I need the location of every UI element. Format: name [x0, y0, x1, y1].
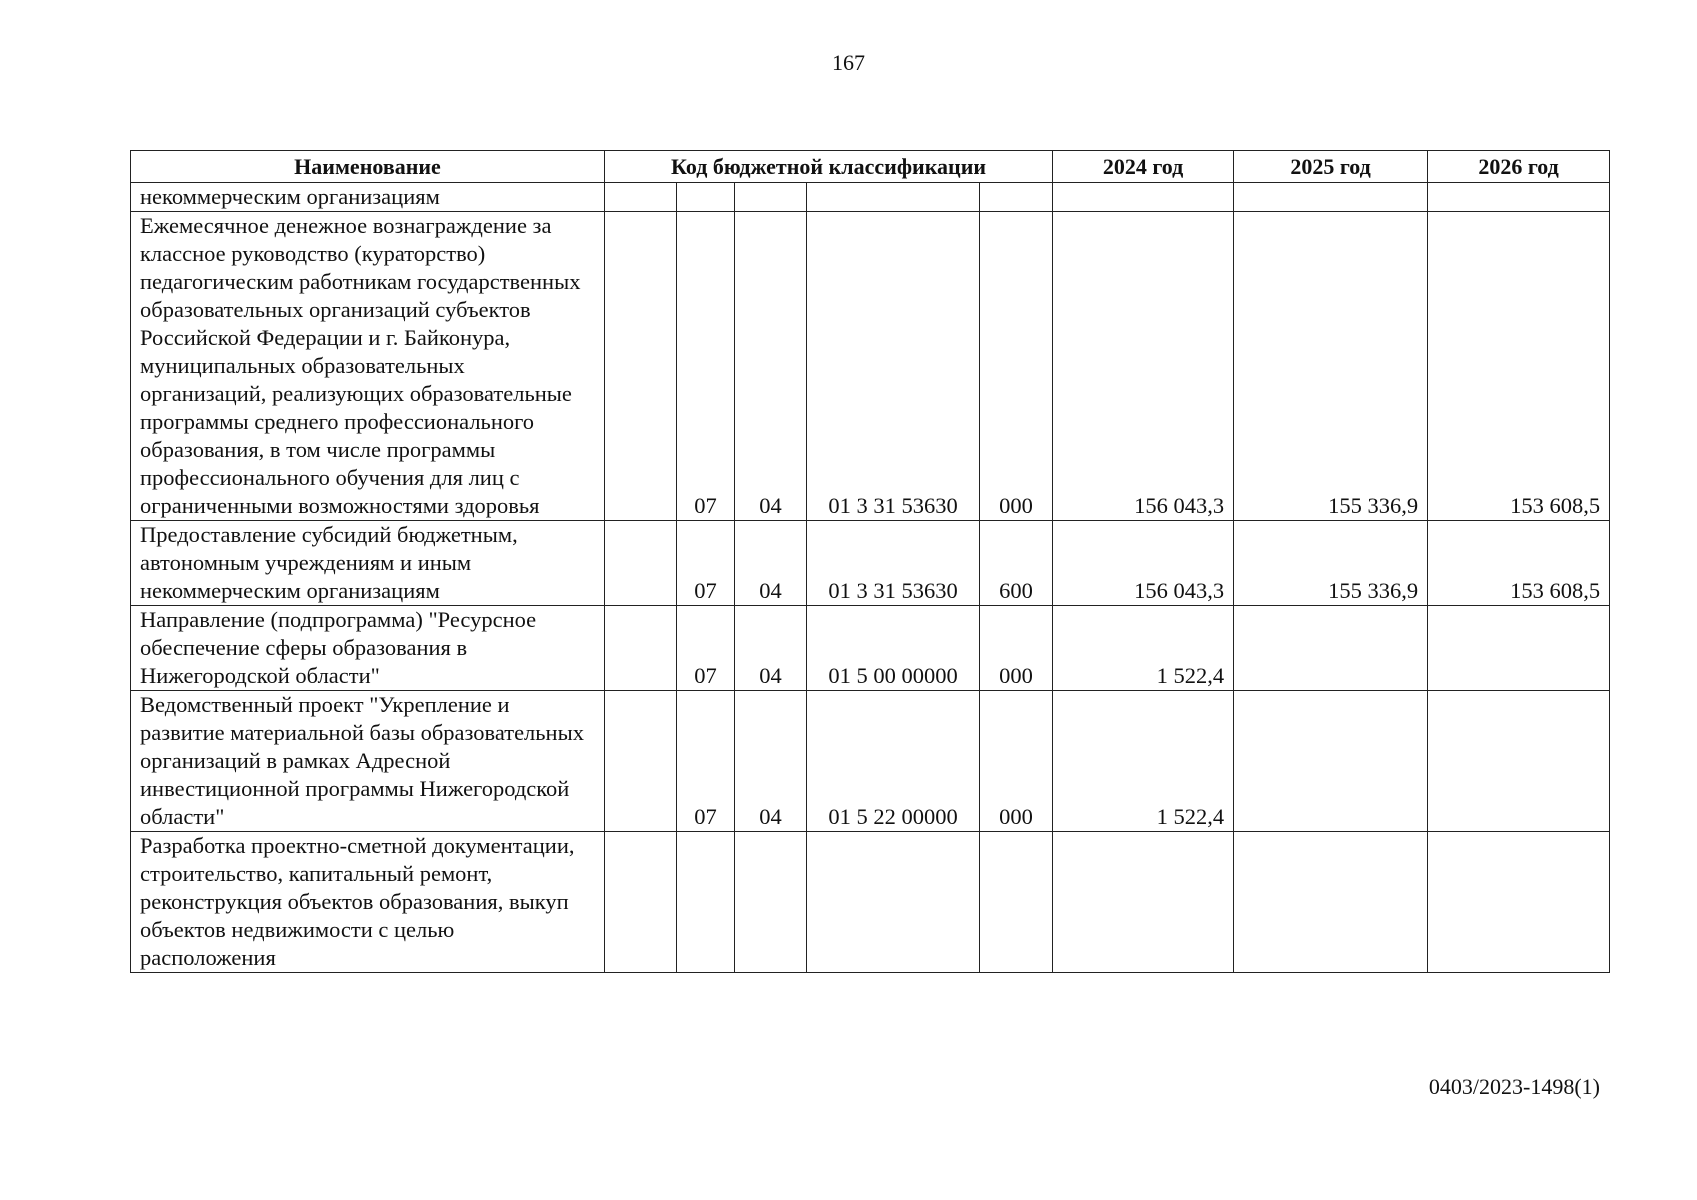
row-value-2024: 1 522,4	[1053, 606, 1234, 691]
row-code-subsection: 04	[735, 212, 807, 521]
row-code-section: 07	[677, 212, 735, 521]
row-code-target: 01 5 22 00000	[807, 691, 980, 832]
row-code-1	[605, 691, 677, 832]
row-code-target	[807, 183, 980, 212]
row-code-section	[677, 832, 735, 973]
row-code-expense	[980, 832, 1053, 973]
row-value-2026	[1428, 832, 1610, 973]
row-name: Разработка проектно-сметной документации, строительство, капитальный ремонт, реконструкция объектов образования, выкуп объектов недвижимости с целью расположения	[131, 832, 605, 973]
row-code-1	[605, 832, 677, 973]
row-code-expense: 000	[980, 606, 1053, 691]
row-value-2026	[1428, 691, 1610, 832]
row-value-2024: 156 043,3	[1053, 212, 1234, 521]
row-value-2024: 156 043,3	[1053, 521, 1234, 606]
header-2026: 2026 год	[1428, 151, 1610, 183]
table-header-row	[131, 151, 1610, 183]
row-value-2026: 153 608,5	[1428, 212, 1610, 521]
row-code-subsection	[735, 832, 807, 973]
row-code-1	[605, 183, 677, 212]
row-code-expense: 000	[980, 212, 1053, 521]
page-number: 167	[832, 50, 865, 75]
row-value-2024	[1053, 832, 1234, 973]
row-code-subsection: 04	[735, 521, 807, 606]
row-value-2024	[1053, 183, 1234, 212]
header-code: Код бюджетной классификации	[605, 151, 1053, 183]
row-code-section: 07	[677, 521, 735, 606]
row-value-2025	[1234, 606, 1428, 691]
row-code-target: 01 3 31 53630	[807, 212, 980, 521]
document-reference-number: 0403/2023-1498(1)	[1428, 1074, 1600, 1099]
table-row	[131, 212, 1610, 521]
row-value-2024: 1 522,4	[1053, 691, 1234, 832]
row-code-target	[807, 832, 980, 973]
budget-table	[130, 150, 1610, 973]
row-name: некоммерческим организациям	[131, 183, 605, 212]
table-row	[131, 521, 1610, 606]
table-row	[131, 606, 1610, 691]
row-code-expense	[980, 183, 1053, 212]
header-2024: 2024 год	[1053, 151, 1234, 183]
row-code-subsection: 04	[735, 691, 807, 832]
row-code-1	[605, 606, 677, 691]
row-code-section: 07	[677, 606, 735, 691]
table-row	[131, 691, 1610, 832]
header-2025: 2025 год	[1234, 151, 1428, 183]
row-value-2026: 153 608,5	[1428, 521, 1610, 606]
row-code-target: 01 3 31 53630	[807, 521, 980, 606]
row-code-target: 01 5 00 00000	[807, 606, 980, 691]
row-code-1	[605, 521, 677, 606]
row-value-2025: 155 336,9	[1234, 521, 1428, 606]
row-code-subsection: 04	[735, 606, 807, 691]
row-code-subsection	[735, 183, 807, 212]
row-value-2026	[1428, 606, 1610, 691]
row-name: Ведомственный проект "Укрепление и развитие материальной базы образовательных организаций в рамках Адресной инвестиционной программы Нижегородской области"	[131, 691, 605, 832]
row-value-2025: 155 336,9	[1234, 212, 1428, 521]
row-code-1	[605, 212, 677, 521]
row-value-2026	[1428, 183, 1610, 212]
row-code-section: 07	[677, 691, 735, 832]
table-row	[131, 183, 1610, 212]
header-name: Наименование	[131, 151, 605, 183]
row-name: Направление (подпрограмма) "Ресурсное обеспечение сферы образования в Нижегородской области"	[131, 606, 605, 691]
row-code-section	[677, 183, 735, 212]
row-value-2025	[1234, 183, 1428, 212]
table-row	[131, 832, 1610, 973]
row-name: Ежемесячное денежное вознаграждение за классное руководство (кураторство) педагогическим работникам государственных образовательных организаций субъектов Российской Федерации и г. Байконура, муниципальных образовательных организаций, реализующих образовательные программы среднего профессионального образования, в том числе программы профессионального обучения для лиц с ограниченными возможностями здоровья	[131, 212, 605, 521]
row-code-expense: 000	[980, 691, 1053, 832]
row-value-2025	[1234, 691, 1428, 832]
row-value-2025	[1234, 832, 1428, 973]
row-code-expense: 600	[980, 521, 1053, 606]
row-name: Предоставление субсидий бюджетным, автономным учреждениям и иным некоммерческим организациям	[131, 521, 605, 606]
